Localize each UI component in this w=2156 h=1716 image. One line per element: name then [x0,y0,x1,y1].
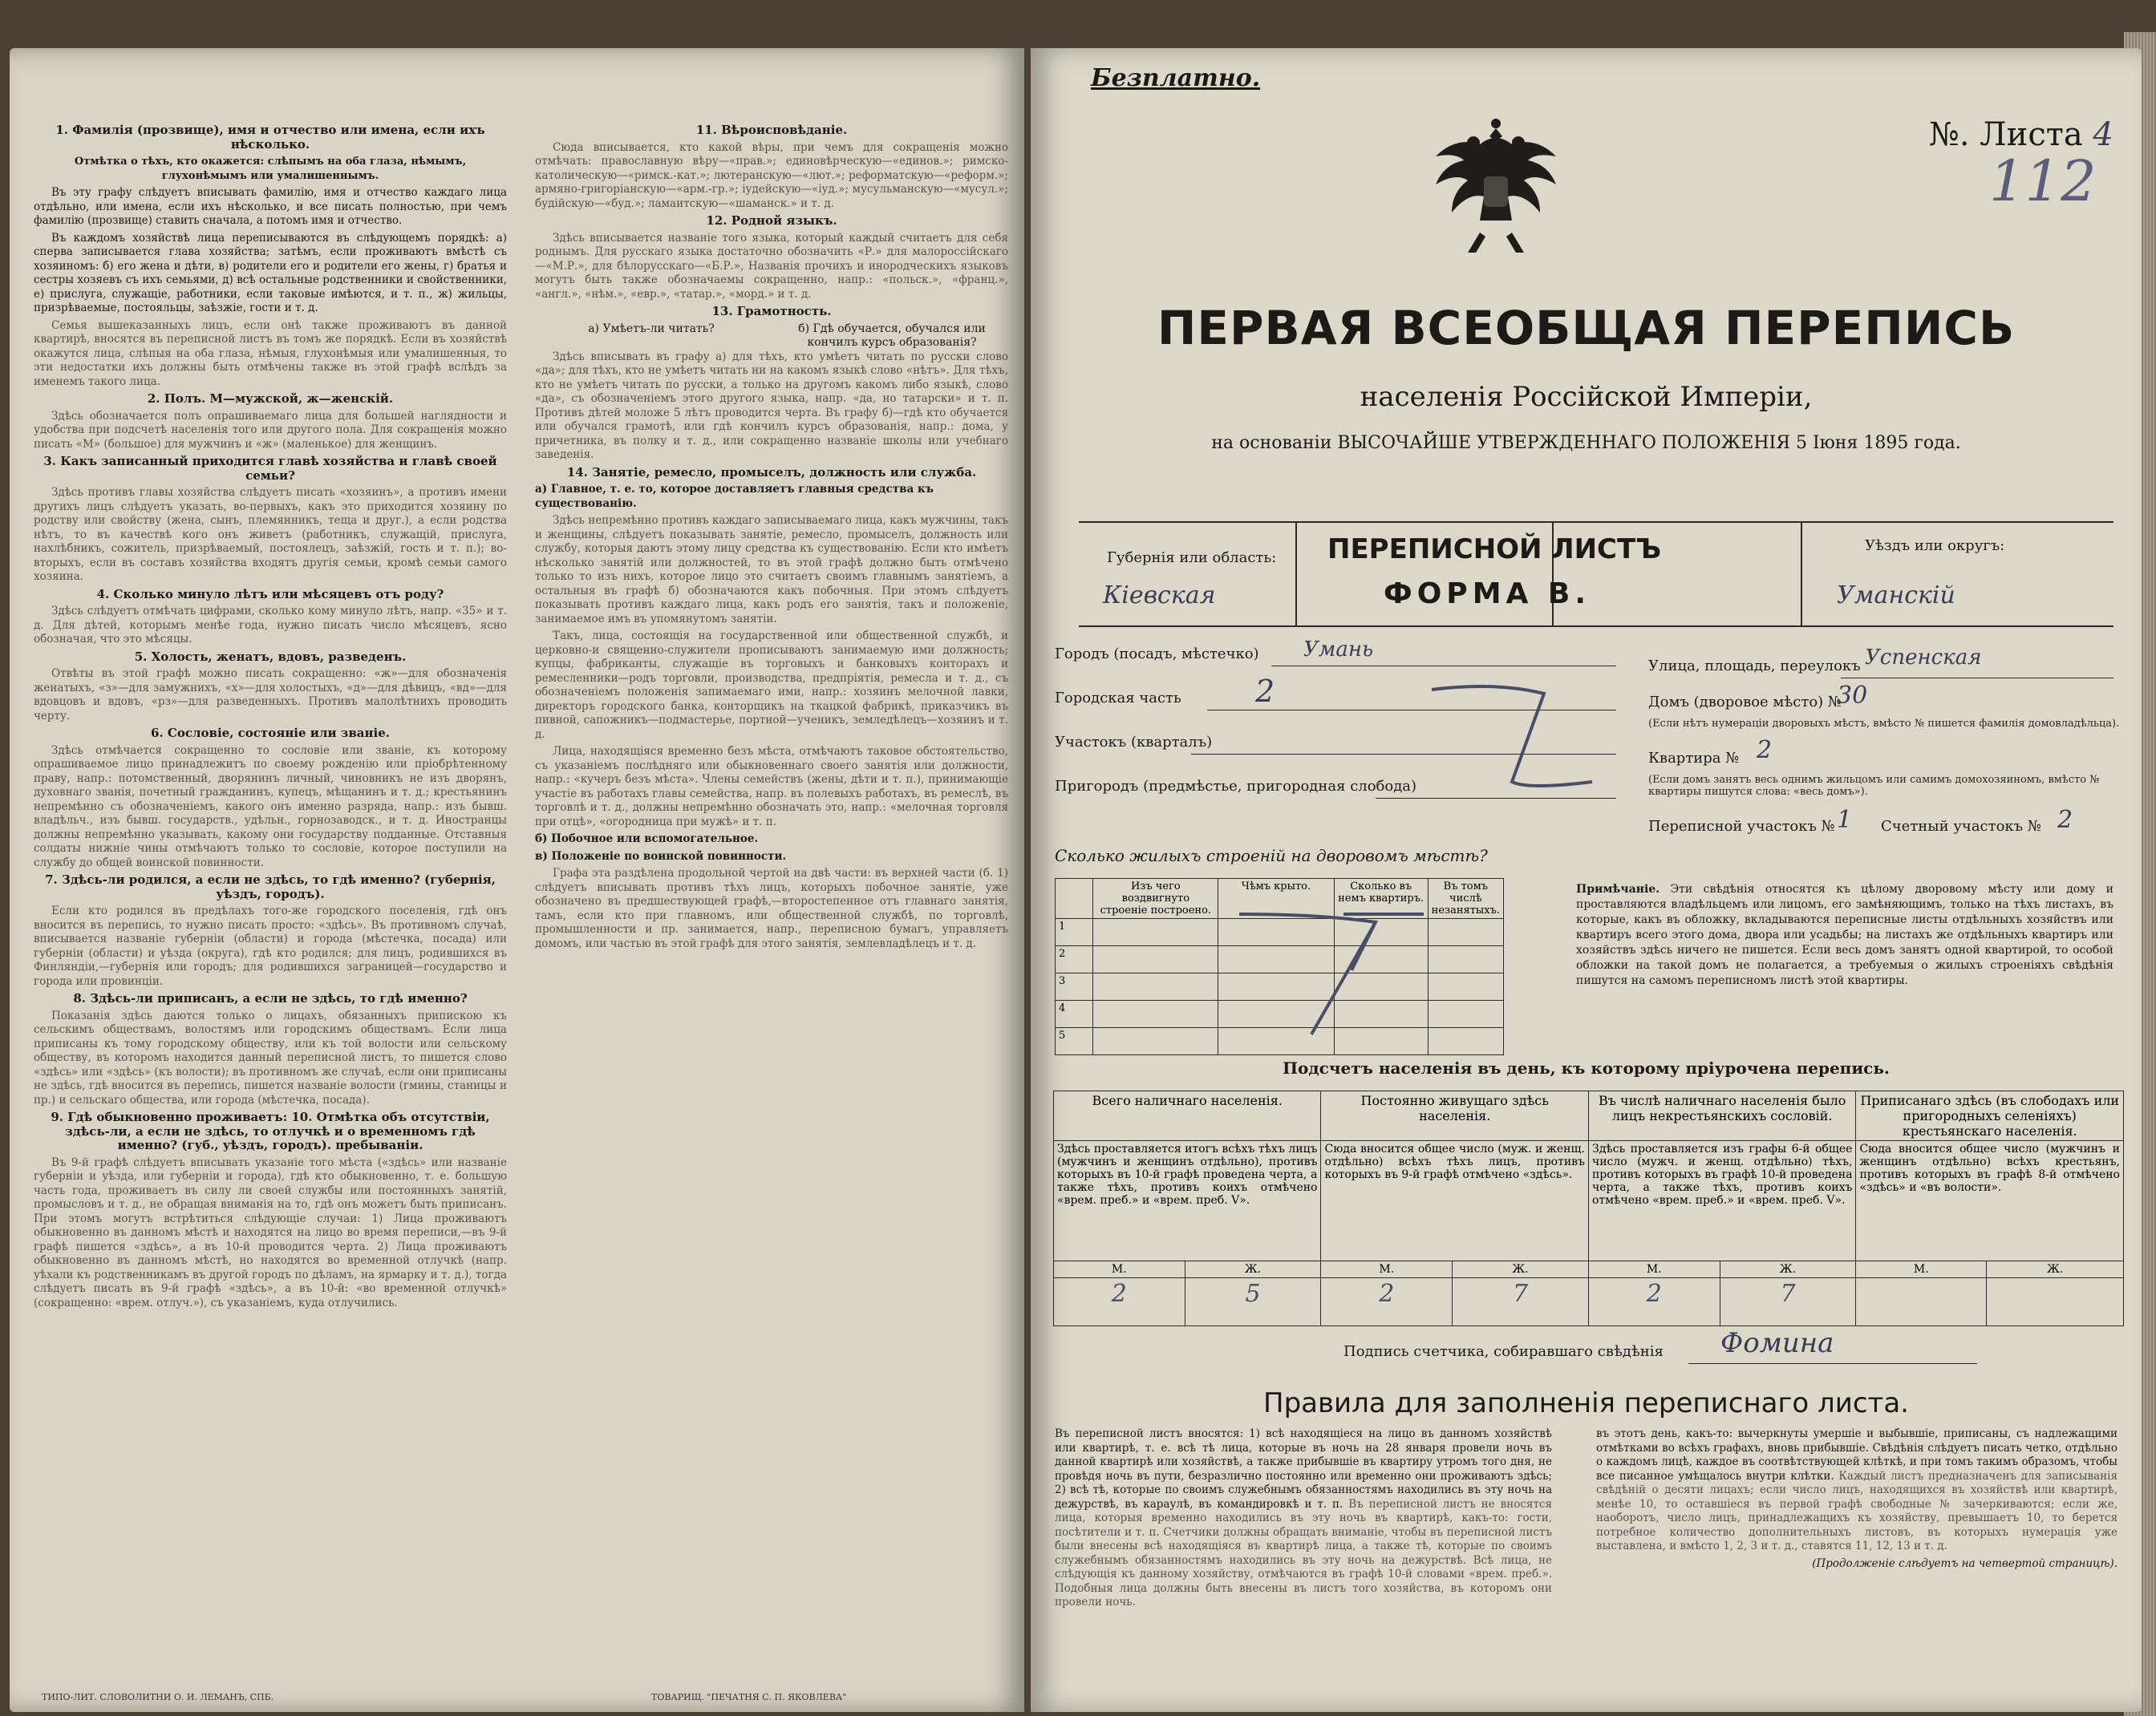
heading-7: 7. Здѣсь-ли родился, а если не здѣсь, то гдѣ именно? (губернія, уѣздъ, городъ). [45,872,496,901]
suburb-label: Пригородъ (предмѣстье, пригородная слобода) [1055,778,1417,795]
census-district-label: Переписной участокъ № [1648,818,1835,835]
rule-line [1688,1363,1977,1364]
table-header-roof: Чѣмъ крыто. [1218,879,1334,919]
house-value: 30 [1837,682,1868,710]
female-label: Ж. [1987,1261,2124,1278]
male-label: М. [1054,1261,1185,1278]
rule-line [1295,521,1297,625]
paragraph-filler: Такъ, лица, состоящія на государственной или общественной службѣ, и церковно-и священно-служители прописываютъ занимаемую ими должность; купцы, фабриканты, служащіе въ торговыхъ и банковыхъ конторахъ и ремесленники—родъ торговли, производства, предпріятія, ремесла и т. д., съ обозначеніемъ положенія запимаемаго ими, напр.: хозяинъ мелочной лавки, директоръ городского банка, конторщикъ на ткацкой фабрикѣ, приказчикъ въ пивной, сапожникъ—подмастерье, портной—ученикъ, земледѣлецъ—хозяинъ и т. д. [535,629,1008,741]
guberniya-label: Губернія или область: [1107,549,1277,566]
row-number: 5 [1056,1028,1093,1055]
heading-14b: б) Побочное или вспомогательное. [535,832,759,845]
uezd-label: Уѣздъ или округъ: [1865,537,2005,554]
heading-13-sub [535,322,1008,350]
female-label: Ж. [1720,1261,1856,1278]
paragraph-filler: Въ 9-й графѣ слѣдуетъ вписывать указаніе того мѣста («здѣсь» или названіе губерніи и уѣзда, или губерніи и города), гдѣ кто обыкновенно, т. е. большую часть года, проживаетъ въ силу ли своей службы или постоянныхъ занятій, промысловъ и т. д., не обращая вниманія на то, гдѣ онъ можетъ быть приписанъ. При этомъ могутъ встрѣтиться слѣдующіе случаи: 1) Лица проживаютъ обыкновенно въ данномъ мѣстѣ и находятся на лицо во время переписи,—въ 9-й графѣ пишется «здѣсь», а въ 10-й проводится черта. 2) Лица проживаютъ обыкновенно въ данномъ мѣстѣ, но находятся во временной отлучкѣ (напр. уѣхали къ родственникамъ въ другой городъ по дѣламъ, на ярмарку и т. д.), тогда слѣдуетъ писать въ 9-й графѣ «здѣсь», а въ 10-й: «во временной отлучкѣ» (сокращенно: «врем. отлуч.»), съ указаніемъ, куда отлучились. [34,1155,507,1309]
heading-11: 11. Вѣроисповѣданіе. [695,123,848,137]
total-female-count: 5 [1185,1278,1321,1326]
imprint-left: ТИПО-ЛИТ. СЛОВОЛИТНИ О. И. ЛЕМАНЪ, СПБ. [42,1692,274,1702]
col-total-head: Всего наличнаго населенія. [1054,1091,1321,1141]
paragraph-filler: Каждый листъ предназначенъ для записыванія свѣдѣній о десяти лицахъ; если число лицъ, находящихся въ хозяйствѣ или квартирѣ, менѣе 10, то оставшіеся въ первой графѣ свободные № зачеркиваются; если же, наоборотъ, число лицъ, принадлежащихъ къ хозяйству, превышаетъ 10, то берется потребное количество дополнительныхъ листовъ, въ которыхъ нумерація уже выставлена, и вмѣсто 1, 2, 3 и т. д., ставятся 11, 12, 13 и т. д. [1596,1469,2118,1552]
table-header-vacant: Въ томъ числѣ незанятыхъ. [1428,879,1503,919]
peasant-male-count [1856,1278,1987,1326]
table-header-apartments: Сколько въ немъ квартиръ. [1334,879,1428,919]
imprint-right: ТОВАРИЩ. "ПЕЧАТНЯ С. П. ЯКОВЛЕВА" [651,1692,847,1702]
heading-14a: а) Главное, т. е. то, которое доставляетъ главныя средства къ существованію. [535,483,934,510]
heading-13b: б) Гдѣ обучается, обучался или кончилъ курсъ образованія? [798,322,986,349]
census-form-page [1031,48,2142,1712]
count-values-row [1054,1278,2124,1326]
rule-line [1079,521,2113,523]
form-subtitle: населенія Россійской Имперіи, [1360,381,1813,413]
enumerator-signature: Фомина [1720,1327,1834,1359]
col-total-text: Здѣсь проставляется итогъ всѣхъ тѣхъ лицъ (мужчинъ и женщинъ отдѣльно), противъ которыхъ въ 10-й графѣ проведена черта, а также тѣхъ, противъ коихъ отмѣчено «врем. преб.» и «врем. преб. V». [1054,1141,1321,1261]
form-title: ПЕРВАЯ ВСЕОБЩАЯ ПЕРЕПИСЬ [1157,301,2016,355]
row-number: 4 [1056,1001,1093,1028]
paragraph-filler: Показанія здѣсь даются только о лицахъ, обязанныхъ припискою къ сельскимъ обществамъ, волостямъ или городскимъ обществамъ. Если лица приписаны къ тому городскому обществу, или къ той волости или сельскому обществу, въ которомъ находится данный переписной листъ, то пишется слово «здѣсь» или «здѣсь» (къ волости); въ противномъ же случаѣ, если они приписаны не здѣсь, гдѣ вносится въ перепись, пишется названіе волости (гмины, станицы и пр.) и сельскаго общества, или города (мѣстечка, посада). [34,1009,507,1107]
instructions-column-2 [535,120,1008,954]
sheet-number-value: 4 [2093,116,2113,153]
district-label: Городская часть [1055,690,1181,706]
rules-continued: (Продолженіе слѣдуетъ на четвертой страницѣ). [1812,1556,2118,1570]
legal-basis: на основаніи ВЫСОЧАЙШЕ УТВЕРЖДЕННАГО ПОЛОЖЕНІЯ 5 Іюня 1895 года. [1211,433,1961,453]
col-peasant-text: Сюда вносится общее число (мужчинъ и женщинъ отдѣльно) всѣхъ крестьянъ, противъ которыхъ въ графѣ 8-й отмѣчено «здѣсь» и «въ волости». [1856,1141,2124,1261]
sheet-number-label: №. Листа [1929,116,2083,153]
heading-1-sub: Отмѣтка о тѣхъ, кто окажется: слѣпымъ на оба глаза, нѣмымъ, глухонѣмымъ или умалишеннымъ. [74,156,467,182]
rules-column-left [1055,1427,1552,1610]
col-nonpeasant-head: Въ числѣ наличнаго населенія было лицъ некрестьянскихъ сословій. [1588,1091,1855,1141]
heading-6: 6. Сословіе, состояніе или званіе. [151,726,390,740]
heading-5: 5. Холость, женатъ, вдовъ, разведенъ. [134,649,407,664]
note-text: Эти свѣдѣнія относятся къ цѣлому дворовому мѣсту или дому и проставляются владѣльцемъ или лицомъ, его замѣняющимъ, только на тѣхъ листахъ, въ которые, какъ въ обложку, вкладываются переписные листы отдѣльныхъ хозяйствъ или квартиръ всего этого дома, двора или усадьбы; на листахъ же отдѣльныхъ квартиръ или хозяйствъ здѣсь ничего не пишется. Если весь домъ занятъ одной квартирой, то особой обложки на такой домъ не полагается, а требуемыя о жилыхъ строеніяхъ свѣдѣнія пишутся на самомъ переписномъ листѣ этой квартиры. [1576,883,2113,987]
street-value: Успенская [1865,646,1982,670]
heading-14: 14. Занятіе, ремесло, промыселъ, должность или служба. [566,464,977,480]
heading-12: 12. Родной языкъ. [706,213,837,228]
handwritten-dash-mark [1416,666,1608,802]
rules-column-right [1596,1427,2118,1571]
paragraph-filler: Сюда вписывается, кто какой вѣры, при чемъ для сокращенія можно отмѣчать: православную вѣру—«прав.»; единовѣрческую—«единов.»; римско-католическую—«римск.-кат.»; лютеранскую—«лют.»; реформатскую—«реформ.»; армяно-григоріанскую—«арм.-гр.»; іудейскую—«іуд.»; мусульманскую—«мусул.»; будійскую—«буд.»; ламаитскую—«шаманск.» и т. д. [535,140,1008,210]
paragraph-filler: Въ переписной листъ не вносятся лица, которыя временно находились въ эту ночь въ квартирѣ, какъ-то: гости, посѣтители и т. п. Счетчики должны обращать вниманіе, чтобы въ переписной листъ были внесены всѣ находящіяся въ квартирѣ лица, а также тѣ, которые по своимъ служебнымъ обязанностямъ находились въ эту ночь на дежурствѣ. Всѣ лица, не слѣдующія къ данному хозяйству, отмѣчаются въ графѣ 10-й словами «врем. преб.». Подобныя лица должны быть внесены въ листъ того хозяйства, въ которомъ они провели ночь. [1055,1497,1552,1609]
rule-line [1079,625,2113,627]
heading-15: в) Положеніе по воинской повинности. [535,849,787,863]
male-label: М. [1856,1261,1987,1278]
row-number: 2 [1056,946,1093,973]
paragraph-filler: Здѣсь обозначается полъ опрашиваемаго лица для большей наглядности и удобства при подсчетѣ населенія того или другого пола. Для сокращенія можно писать «М» (большое) для мужчинъ и «ж» (маленькое) для женщинъ. [34,409,507,451]
form-sheet-title: ПЕРЕПИСНОЙ ЛИСТЪ [1327,533,1662,565]
permanent-female-count: 7 [1453,1278,1589,1326]
heading-9: 9. Гдѣ обыкновенно проживаетъ: 10. Отмѣтка объ отсутствіи, здѣсь-ли, а если не здѣсь, то отлучкѣ и о временномъ гдѣ именно? (губ., уѣздъ, городъ). пребываніи. [51,1110,490,1152]
counting-district-label: Счетный участокъ № [1881,818,2041,835]
form-letter-title: ФОРМА В. [1384,577,1591,610]
paragraph-filler: Здѣсь непремѣнно противъ каждаго записываемаго лица, какъ мужчины, такъ и женщины, слѣдуетъ показывать занятіе, ремесло, промыселъ, должность или службу, которыя даютъ этому лицу средства къ существованію. Если кто имѣетъ нѣсколько занятій или должностей, то въ этой графѣ должно быть отмѣчено только то изъ нихъ, которое лицо это считаетъ своимъ главнымъ занятіемъ, а остальныя въ графѣ б) обозначаются какъ побочныя. При этомъ слѣдуетъ показывать противъ каждаго лица, какъ родъ его занятія, такъ и положеніе, занимаемое имъ въ упомянутомъ занятіи. [535,514,1008,625]
rule-line [1801,521,1802,625]
instructions-column-1 [34,120,507,1313]
paragraph-filler: Лица, находящіяся временно безъ мѣста, отмѣчаютъ таковое обстоятельство, съ указаніемъ послѣдняго или обыкновеннаго своего занятія или должности, напр.: «кучеръ безъ мѣста». Члены семействъ (жены, дѣти и т. п.), принимающіе участіе въ работахъ главы семейства, напр. въ полевыхъ работахъ, въ ремеслѣ, въ торговлѣ и т. д., должны непремѣнно обозначать это, напр.: «мелочная торговля при отцѣ», «огородница при мужѣ» и т. п. [535,745,1008,828]
female-label: Ж. [1453,1261,1589,1278]
heading-13: 13. Грамотность. [711,304,832,318]
free-label: Безплатно. [1091,64,1261,92]
uezd-value: Уманскій [1837,581,1955,609]
paragraph-filler: Здѣсь отмѣчается сокращенно то сословіе или званіе, къ которому опрашиваемое лицо принадлежитъ по своему рожденію или пріобрѣтенному праву, напр.: потомственный, дворянинъ личный, чиновникъ не изъ дворянъ, духовнаго званія, почетный гражданинъ, купецъ, мѣщанинъ и т. д.; крестьянинъ непремѣнно съ обозначеніемъ, какого онъ именно разряда, напр.: изъ бывш. владѣльч., изъ бывш. государств., удѣльн., горнозаводск., и т. д. Иностранцы должны непремѣнно указывать, какому они государству подданные. Отставныя солдаты нижніе чины отмѣчаютъ только то сословіе, которое поступили на службу до общей воинской повинности. [34,743,507,869]
population-table [1053,1091,2124,1326]
heading-8: 8. Здѣсь-ли приписанъ, а если не здѣсь, то гдѣ именно? [73,991,468,1006]
note-block [1576,882,2113,989]
enumerator-signature-label: Подпись счетчика, собиравшаго свѣдѣнія [1343,1343,1664,1360]
paragraph-2: Въ каждомъ хозяйствѣ лица переписываются въ слѣдующемъ порядкѣ: а) сперва записывается глава хозяйства; затѣмъ, если проживаютъ вмѣстѣ съ хозяиномъ: б) его жена и дѣти, в) родители его и родители его жены, г) братья и сестры хозяевъ съ ихъ семьями, д) всѣ остальные родственники и свойственники, е) прислуга, служащіе, работники, если таковые имѣются, и т. п., ж) жильцы, призрѣваемые, постояльцы, заѣзжіе, гости и т. д. [34,231,507,314]
rules-left-text: Въ переписной листъ вносятся: 1) всѣ находящіеся на лицо въ данномъ хозяйствѣ или квартирѣ, т. е. всѣ тѣ лица, которые въ ночь на 28 января провели ночь въ данной квартирѣ или хозяйствѣ, а также прибывшіе въ квартиру утромъ того дня, не провѣдя ночь въ пути, безразлично постоянно или временно они проживаютъ здѣсь; 2) всѣ тѣ, которые по своимъ служебнымъ обязанностямъ находились въ эту ночь на дежурствѣ, въ караулѣ, въ командировкѣ и т. п. [1055,1427,1552,1511]
male-label: М. [1321,1261,1453,1278]
heading-1: 1. Фамилія (прозвище), имя и отчество или имена, если ихъ нѣсколько. [55,123,485,152]
paragraph-filler: Здѣсь противъ главы хозяйства слѣдуетъ писать «хозяинъ», а противъ имени другихъ лицъ слѣдуетъ указать, во-первыхъ, какъ это приходится хозяину по родству или свойству (жена, сынъ, племянникъ, теща и друг.), а если родства нѣтъ, то въ качествѣ кого онъ живетъ (работникъ, служащій, прислуга, нахлѣбникъ, сожитель, призрѣваемый, постоялецъ, заѣзжій, гость и т. п.); во-вторыхъ, если въ составъ хозяйства входятъ другія семьи, кромѣ семьи самого хозяина. [34,486,507,583]
population-table-desc [1054,1141,2124,1261]
peasant-female-count [1987,1278,2124,1326]
house-label: Домъ (дворовое мѣсто) № [1648,694,1842,710]
total-male-count: 2 [1054,1278,1185,1326]
double-headed-eagle-icon [1424,112,1568,265]
archive-stamp-number: 112 [1989,148,2097,214]
permanent-male-count: 2 [1321,1278,1453,1326]
col-nonpeasant-text: Здѣсь проставляется изъ графы 6-й общее число (мужч. и женщ. отдѣльно) тѣхъ, противъ которыхъ въ графѣ 10-й проведена черта, а также тѣхъ, противъ коихъ отмѣчено «врем. преб.» и «врем. преб. V». [1588,1141,1855,1261]
table-header-material: Изъ чего воздвигнуто строеніе построено. [1093,879,1218,919]
col-permanent-text: Сюда вносится общее число (муж. и женщ. отдѣльно) всѣхъ тѣхъ лицъ, противъ которыхъ въ 9-й графѣ отмѣчено «здѣсь». [1321,1141,1588,1261]
handwritten-cross-out-mark [1223,898,1464,1042]
heading-3: 3. Какъ записанный приходится главѣ хозяйства и главѣ своей семьи? [43,454,497,483]
rules-title: Правила для заполненія переписнаго листа. [1263,1387,1909,1419]
apartment-label: Квартира № [1648,750,1740,767]
guberniya-value: Кіевская [1103,581,1216,609]
row-number: 3 [1056,973,1093,1001]
apartment-value: 2 [1757,736,1773,764]
counting-district-value: 2 [2057,806,2073,834]
paragraph-filler: Здѣсь слѣдуетъ отмѣчать цифрами, сколько кому минуло лѣтъ, напр. «35» и т. д. Для дѣтей, которымъ менѣе года, нужно писать число мѣсяцевъ, ясно обозначая, что это мѣсяцы. [34,605,507,646]
paragraph-filler: Отвѣты въ этой графѣ можно писать сокращенно: «ж»—для обозначенія женатыхъ, «з»—для замужнихъ, «х»—для холостыхъ, «д»—для дѣвицъ, «вд»—для вдовцовъ и вдовъ, «рз»—для разведенныхъ. Противъ малолѣтнихъ проводить черту. [34,667,507,722]
ward-label: Участокъ (кварталъ) [1055,734,1213,751]
census-district-value: 1 [1837,806,1853,834]
apartment-note: (Если домъ занятъ весь однимъ жильцомъ или самимъ домохозяиномъ, вмѣсто № квартиры пишутся слова: «весь домъ»). [1648,774,2100,798]
paragraph-filler: Здѣсь вписывать въ графу а) для тѣхъ, кто умѣетъ читать по русски слово «да»; для тѣхъ, кто не умѣетъ читать ни на какомъ языкѣ слово «нѣтъ». Для тѣхъ, кто не умѣетъ читать по русски, а только на другомъ какомъ либо языкѣ, слово «да», съ обозначеніемъ этого другого языка, напр. «да, но татарски» и т. п. Противъ дѣтей моложе 5 лѣтъ проводится черта. Въ графу б)—гдѣ кто обучается или обучался грамотѣ, или гдѣ кончилъ курсъ образованія, напр.: дома, у причетника, въ полку и т. д., или сокращенно названіе школы или учебнаго заведенія. [535,350,1008,461]
col-permanent-head: Постоянно живущаго здѣсь населенія. [1321,1091,1588,1141]
heading-2: 2. Полъ. М—мужской, ж—женскій. [147,391,394,406]
paragraph-1: Въ эту графу слѣдуетъ вписывать фамилію, имя и отчество каждаго лица отдѣльно, или имена, если ихъ нѣсколько, и все писать полностью, при чемъ фамилію (прозвище) ставить сначала, а потомъ имя и отчество. [34,186,507,227]
paragraph-filler: Графа эта раздѣлена продольной чертой на двѣ части: въ верхней части (б. 1) слѣдуетъ вписывать противъ тѣхъ лицъ, которыхъ побочное занятіе, уже обозначено въ предшествующей графѣ,—второстепенное отъ главнаго занятія, тамъ, если кто при главномъ, или общественной службѣ, по торговлѣ, промышленности и пр. занимается, напр., переписною бумагъ, управляетъ домомъ, или частью въ этой графѣ для этого занятія, землевладѣлецъ и т. д. [535,867,1008,950]
sex-header-row [1054,1261,2124,1278]
left-page [10,48,1024,1712]
row-number: 1 [1056,919,1093,946]
heading-4: 4. Сколько минуло лѣтъ или мѣсяцевъ отъ роду? [96,586,444,601]
district-value: 2 [1255,674,1275,709]
male-label: М. [1588,1261,1720,1278]
heading-13a: а) Умѣетъ-ли читать? [588,322,715,335]
paragraph-filler: Семья вышеказанныхъ лицъ, если онѣ также проживаютъ въ данной квартирѣ, вносятся въ переписной листъ въ томъ же порядкѣ. Если въ хозяйствѣ окажутся лица, слѣпыя на оба глаза, нѣмыя, глухонѣмыя или умалишенныя, то эти недостатки ихъ должны быть отмѣчены также въ этой графѣ вслѣдъ за именемъ такого лица. [34,318,507,388]
rules-right-text: въ этотъ день, какъ-то: вычеркнуты умершіе и выбывшіе, приписаны, съ надлежащими отмѣтками во всѣхъ графахъ, вновь прибывшіе. Свѣдѣнія слѣдуетъ писать четко, отдѣльно о каждомъ лицѣ, каждое въ соотвѣтствующей клѣткѣ, и при томъ такимъ образомъ, чтобы все писанное умѣщалось внутри клѣтки. [1596,1427,2118,1483]
nonpeasant-female-count: 7 [1720,1278,1856,1326]
city-label: Городъ (посадъ, мѣстечко) [1055,646,1259,662]
buildings-question: Сколько жилыхъ строеній на дворовомъ мѣстѣ? [1055,846,1488,865]
population-count-title: Подсчетъ населенія въ день, къ которому пріурочена перепись. [1283,1058,1890,1078]
population-table-head [1054,1091,2124,1141]
nonpeasant-male-count: 2 [1588,1278,1720,1326]
col-peasant-head: Приписанаго здѣсь (въ слободахъ или пригородныхъ селеніяхъ) крестьянскаго населенія. [1856,1091,2124,1141]
female-label: Ж. [1185,1261,1321,1278]
paragraph-filler: Если кто родился въ предѣлахъ того-же городского поселенія, гдѣ онъ вносится въ перепись, то нужно писать просто: «здѣсь». Въ противномъ случаѣ, вписывается названіе губерніи (области) и города (мѣстечка, посада) или губерніи (области) и уѣзда (округа), гдѣ кто родился; для лицъ, родившихся въ Финляндіи,—губернія или городъ; для родившихся заграницей—государство и города или провинціи. [34,905,507,988]
street-label: Улица, площадь, переулокъ [1648,658,1861,674]
note-label: Примѣчаніе. [1576,883,1660,896]
house-note: (Если нѣтъ нумераціи дворовыхъ мѣстъ, вмѣсто № пишется фамилія домовладѣльца). [1648,718,2120,730]
city-value: Умань [1303,637,1374,662]
table-header-number [1056,879,1093,919]
paragraph-filler: Здѣсь вписывается названіе того языка, который каждый считаетъ для себя роднымъ. Для русскаго языка достаточно обозначить «Р.» для малороссійскаго—«М.Р.», для бѣлорусскаго—«Б.Р.», Названія прочихъ и инородческихъ языковъ могутъ быть также обозначаемы сокращенно, напр.: «польск.», «франц.», «англ.», «нѣм.», «евр.», «татар.», «морд.» и т. д. [535,231,1008,301]
